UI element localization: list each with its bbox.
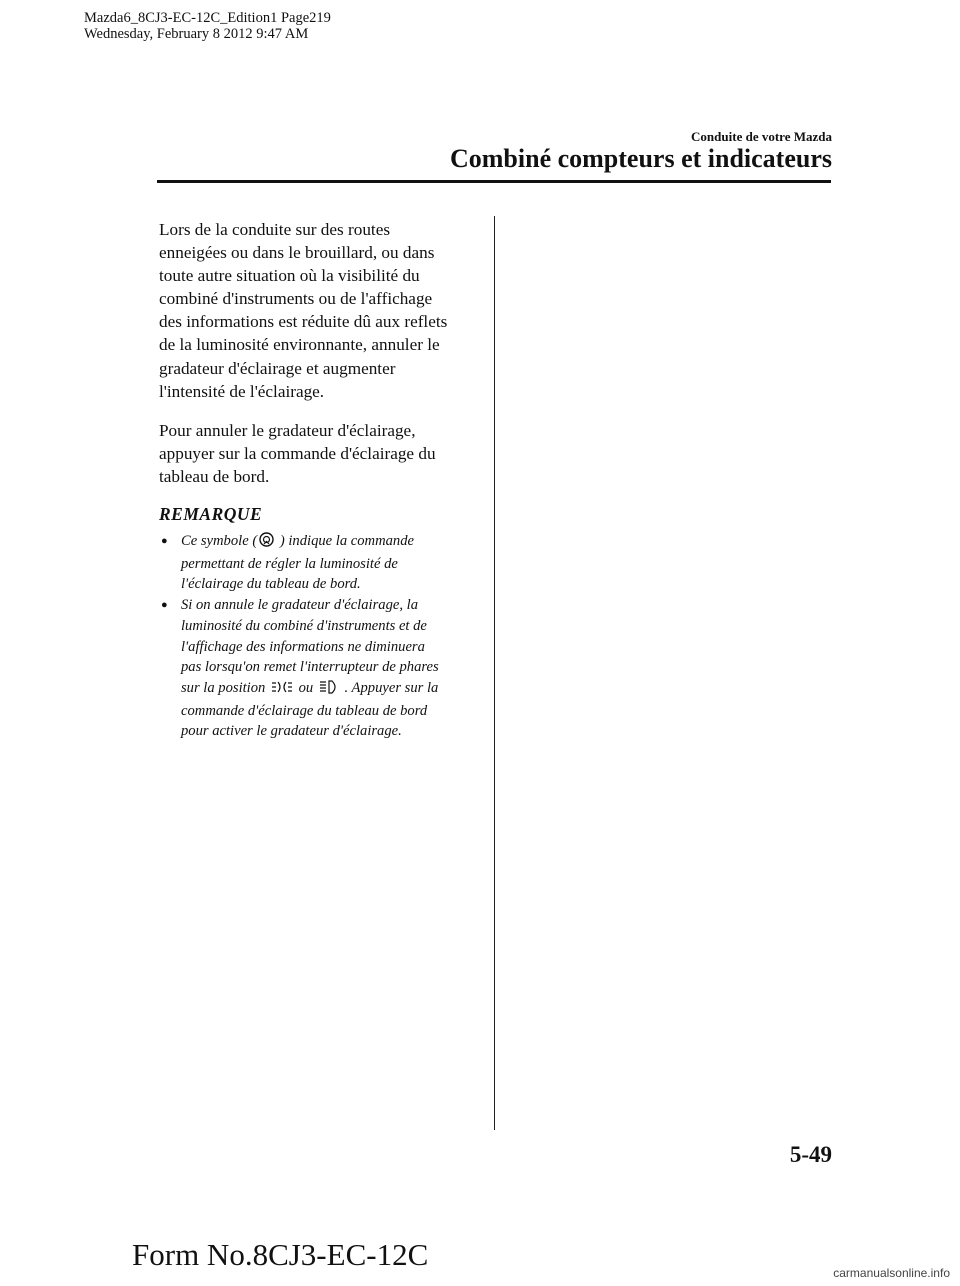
note-text: ou: [294, 679, 317, 696]
note-item-dimmer-symbol: [159, 531, 489, 595]
paragraph-1-line: Lors de la conduite sur des routes: [159, 220, 391, 239]
note-text: sur la position: [181, 679, 269, 696]
page-number: 5-49: [789, 1142, 832, 1167]
section-label: Conduite de votre Mazda: [691, 129, 832, 144]
watermark: carmanualsonline.info: [833, 1266, 950, 1280]
header-rule: [157, 180, 831, 183]
note-line: pour activer le gradateur d'éclairage.: [181, 723, 402, 740]
paragraph-1-line: gradateur d'éclairage et augmenter: [159, 358, 396, 378]
bullet-icon: ●: [161, 599, 168, 612]
paragraph-2: [159, 419, 489, 488]
note-line: [181, 678, 489, 701]
left-column: [159, 218, 489, 742]
paragraph-1-line: enneigées ou dans le brouillard, ou dans: [159, 243, 435, 263]
note-line: commande d'éclairage du tableau de bord: [181, 702, 428, 719]
paragraph-1-line: des informations est réduite dû aux reflets: [159, 312, 448, 332]
bullet-icon: ●: [161, 535, 168, 548]
paragraph-1-line: toute autre situation où la visibilité du: [159, 266, 420, 286]
paragraph-2-line: tableau de bord.: [159, 466, 270, 486]
note-line: luminosité du combiné d'instruments et de: [181, 617, 427, 634]
paragraph-1-line: combiné d'instruments ou de l'affichage: [159, 289, 433, 309]
paragraph-1: [159, 218, 489, 403]
note-item-dimmer-cancel: [159, 595, 489, 742]
column-divider: [494, 216, 495, 1130]
note-line: permettant de régler la luminosité de: [181, 555, 398, 572]
note-heading: REMARQUE: [159, 504, 263, 525]
parking-lights-icon: [271, 680, 293, 701]
note-text: Ce symbole (: [181, 533, 258, 550]
note-line: Si on annule le gradateur d'éclairage, la: [181, 597, 418, 614]
print-metadata: [84, 10, 331, 42]
form-number: Form No.8CJ3-EC-12C: [132, 1237, 429, 1272]
note-line: pas lorsqu'on remet l'interrupteur de phares: [181, 659, 439, 676]
paragraph-1-line: l'intensité de l'éclairage.: [159, 381, 325, 401]
chapter-title: Combiné compteurs et indicateurs: [449, 144, 832, 173]
note-list: [159, 531, 489, 742]
paragraph-2-line: appuyer sur la commande d'éclairage du: [159, 443, 436, 463]
headlights-icon: [319, 680, 339, 701]
dimmer-symbol-icon: [259, 532, 274, 554]
note-line: l'éclairage du tableau de bord.: [181, 576, 361, 593]
paragraph-2-line: Pour annuler le gradateur d'éclairage,: [159, 420, 416, 440]
paragraph-1-line: de la luminosité environnante, annuler le: [159, 335, 440, 355]
note-line: l'affichage des informations ne diminuera: [181, 638, 425, 655]
note-text: . Appuyer sur la: [340, 679, 439, 696]
note-text: ) indique la commande: [276, 533, 415, 550]
note-line: [181, 531, 489, 554]
print-meta-line-2: Wednesday, February 8 2012 9:47 AM: [84, 26, 309, 42]
print-meta-line-1: Mazda6_8CJ3-EC-12C_Edition1 Page219: [84, 10, 331, 26]
